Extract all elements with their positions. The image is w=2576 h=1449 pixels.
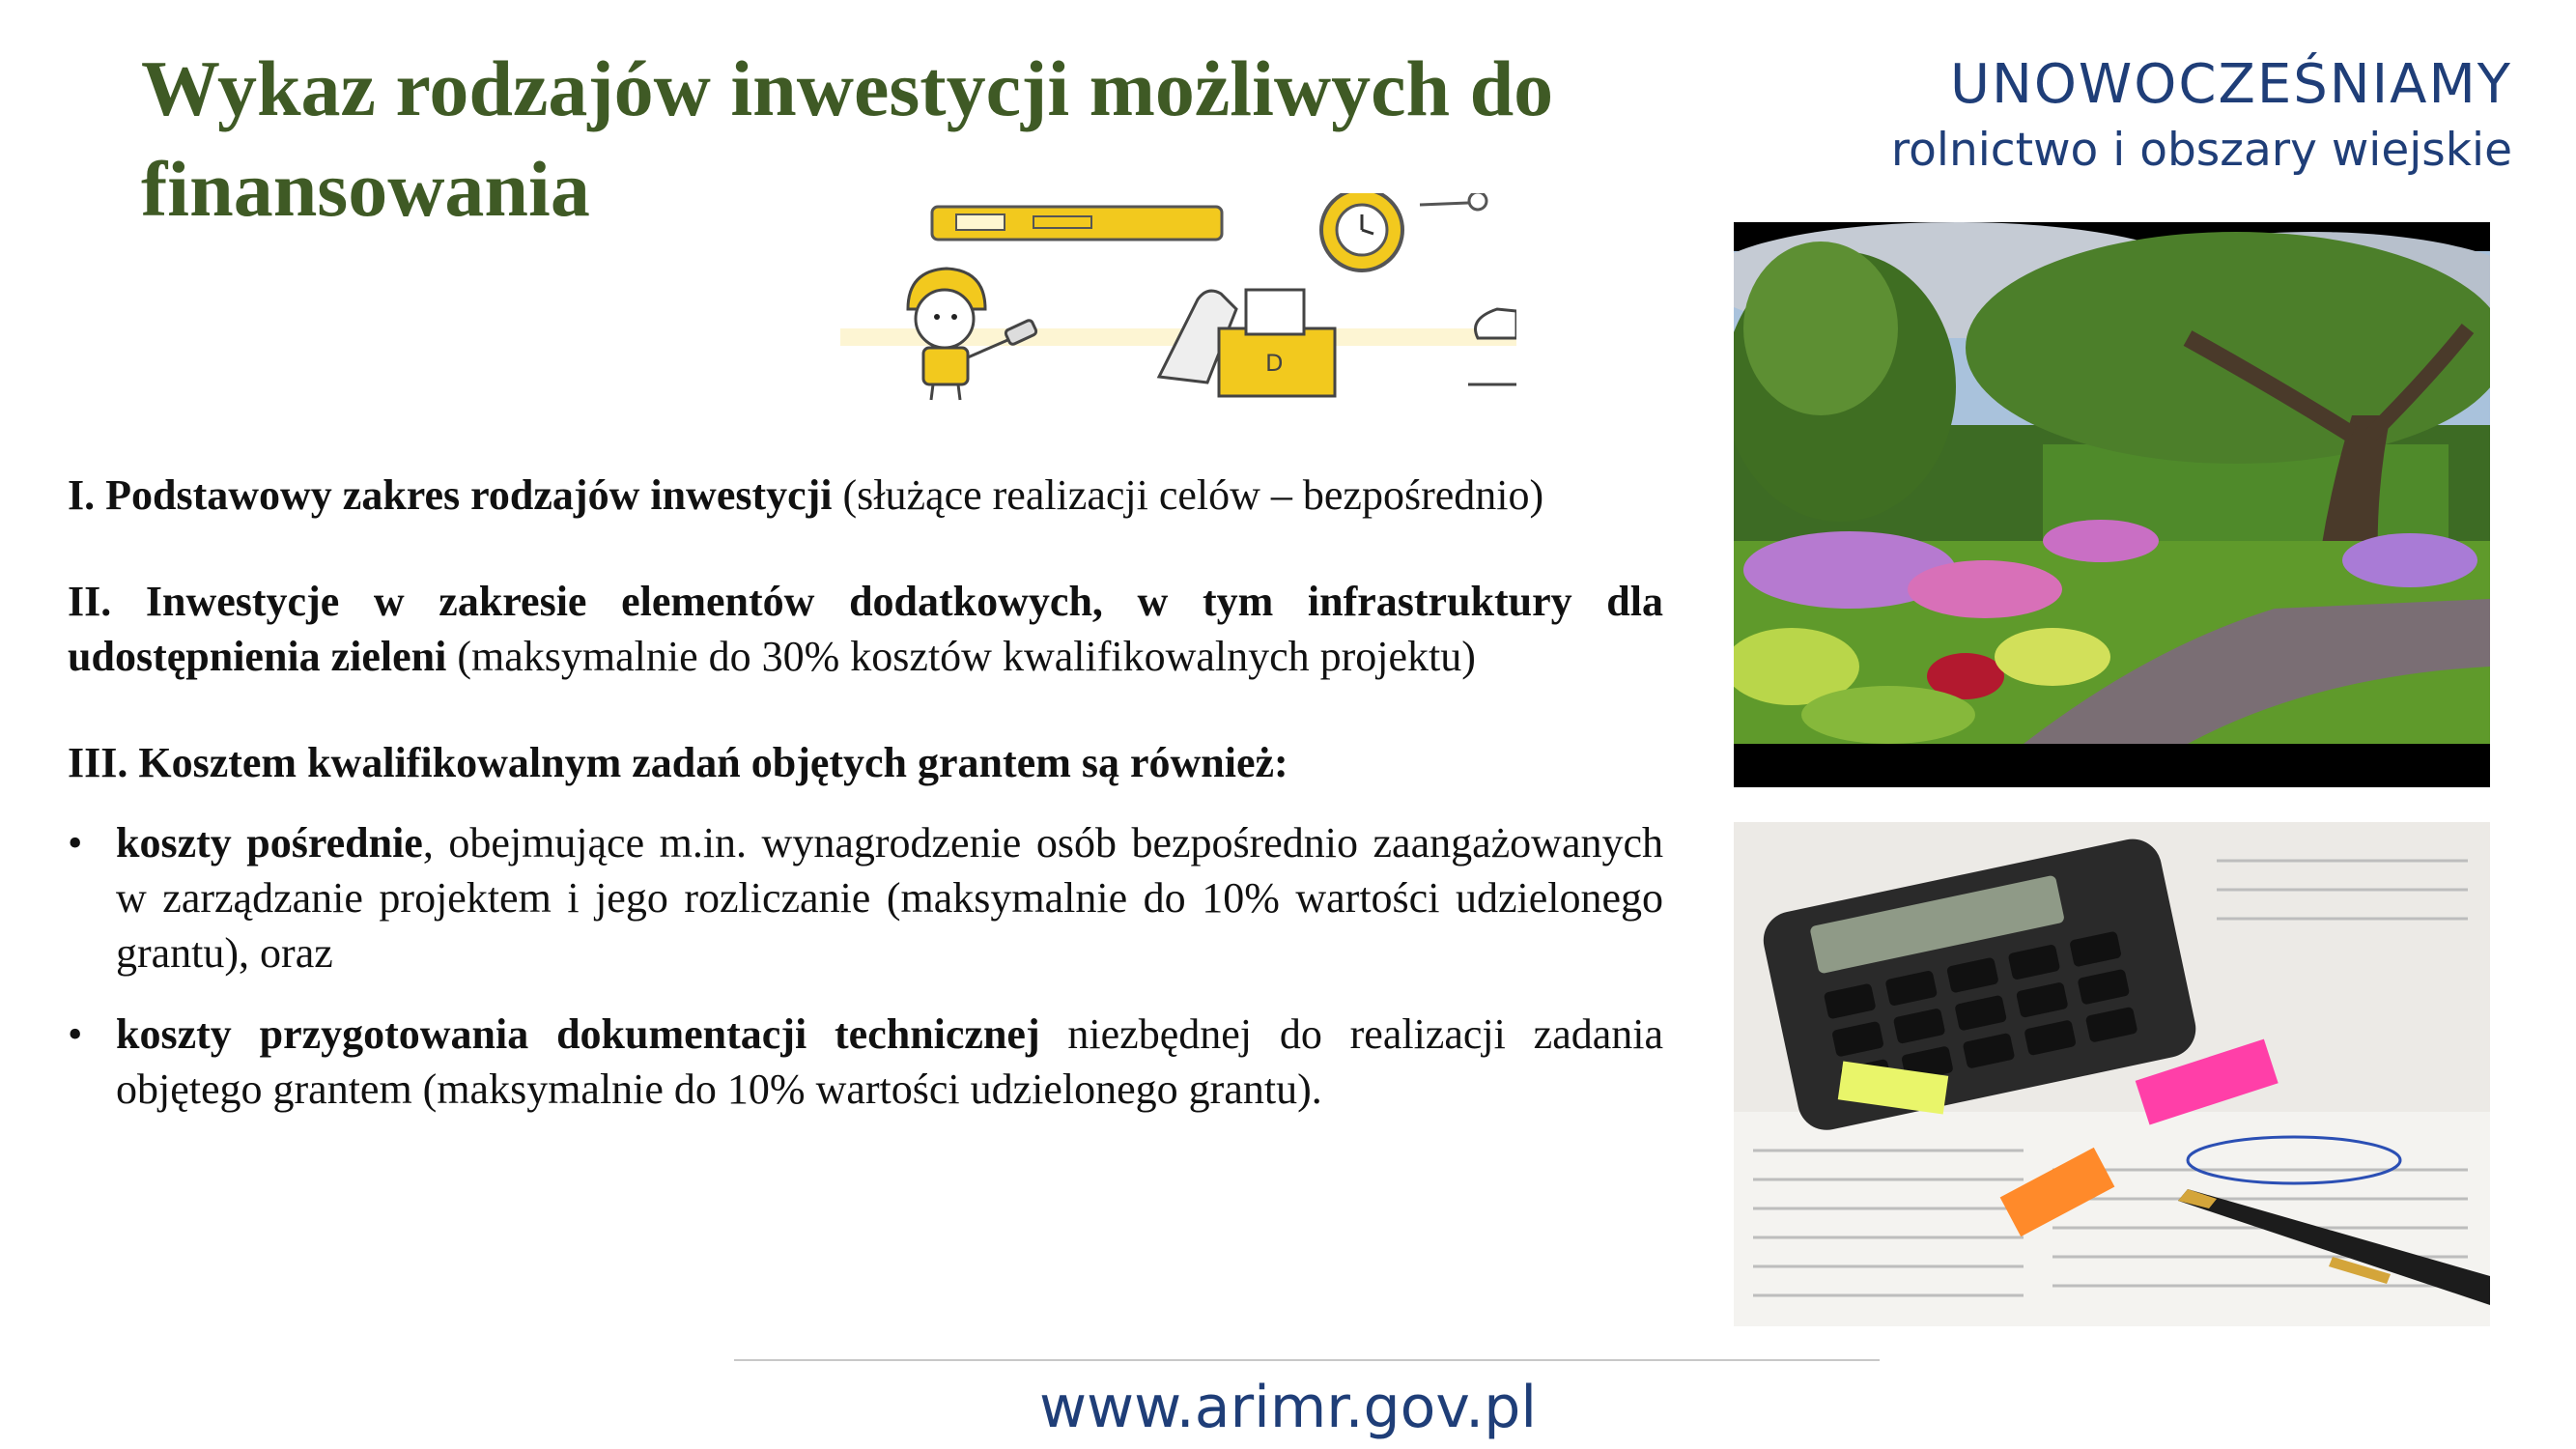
section-2-text: (maksymalnie do 30% kosztów kwalifikowalnych projektu) [446, 633, 1476, 680]
svg-text:D: D [1265, 350, 1284, 377]
investment-list [68, 468, 1663, 1143]
section-1-text: (służące realizacji celów – bezpośrednio) [832, 471, 1544, 519]
list-item-bold: koszty pośrednie [116, 819, 423, 867]
brand-line-1: UNOWOCZEŚNIAMY [1949, 53, 2512, 116]
eligible-costs-list [68, 815, 1663, 1117]
calculator-photo-graphic [1734, 822, 2490, 1326]
section-1 [68, 468, 1663, 523]
section-2-heading: II. Inwestycje w zakresie elementów dodatkowych, w tym infrastruktury dla udostępnienia zieleni [68, 578, 1663, 680]
page-title: Wykaz rodzajów inwestycji możliwych do finansowania [141, 44, 1554, 233]
list-item-text: niezbędnej do realizacji zadania objętego grantem (maksymalnie do 10% wartości udzielonego grantu). [116, 1010, 1664, 1113]
list-item [68, 1007, 1663, 1117]
bullet-marker: • [68, 1010, 83, 1058]
list-item [68, 815, 1663, 980]
footer-url[interactable]: www.arimr.gov.pl [1038, 1374, 1538, 1441]
calculator-photo [1734, 822, 2490, 1326]
garden-photo [1734, 222, 2490, 787]
section-3-heading: III. Kosztem kwalifikowalnym zadań objętych grantem są również: [68, 739, 1288, 786]
brand-logo [1891, 50, 2512, 182]
section-1-heading: I. Podstawowy zakres rodzajów inwestycji [68, 471, 833, 519]
bullet-marker: • [68, 819, 83, 867]
footer-divider [734, 1359, 1880, 1361]
garden-photo-graphic [1734, 222, 2490, 787]
list-item-text: , obejmujące m.in. wynagrodzenie osób bezpośrednio zaangażowanych w zarządzanie projektem i jego rozliczanie (maksymalnie do 10% wartości udzielonego grantu), oraz [116, 819, 1664, 977]
list-item-bold: koszty przygotowania dokumentacji technicznej [116, 1010, 1040, 1058]
section-2 [68, 574, 1663, 684]
worker-illustration [840, 193, 1516, 406]
brand-line-2: rolnictwo i obszary wiejskie [1890, 124, 2512, 177]
section-3 [68, 735, 1663, 790]
